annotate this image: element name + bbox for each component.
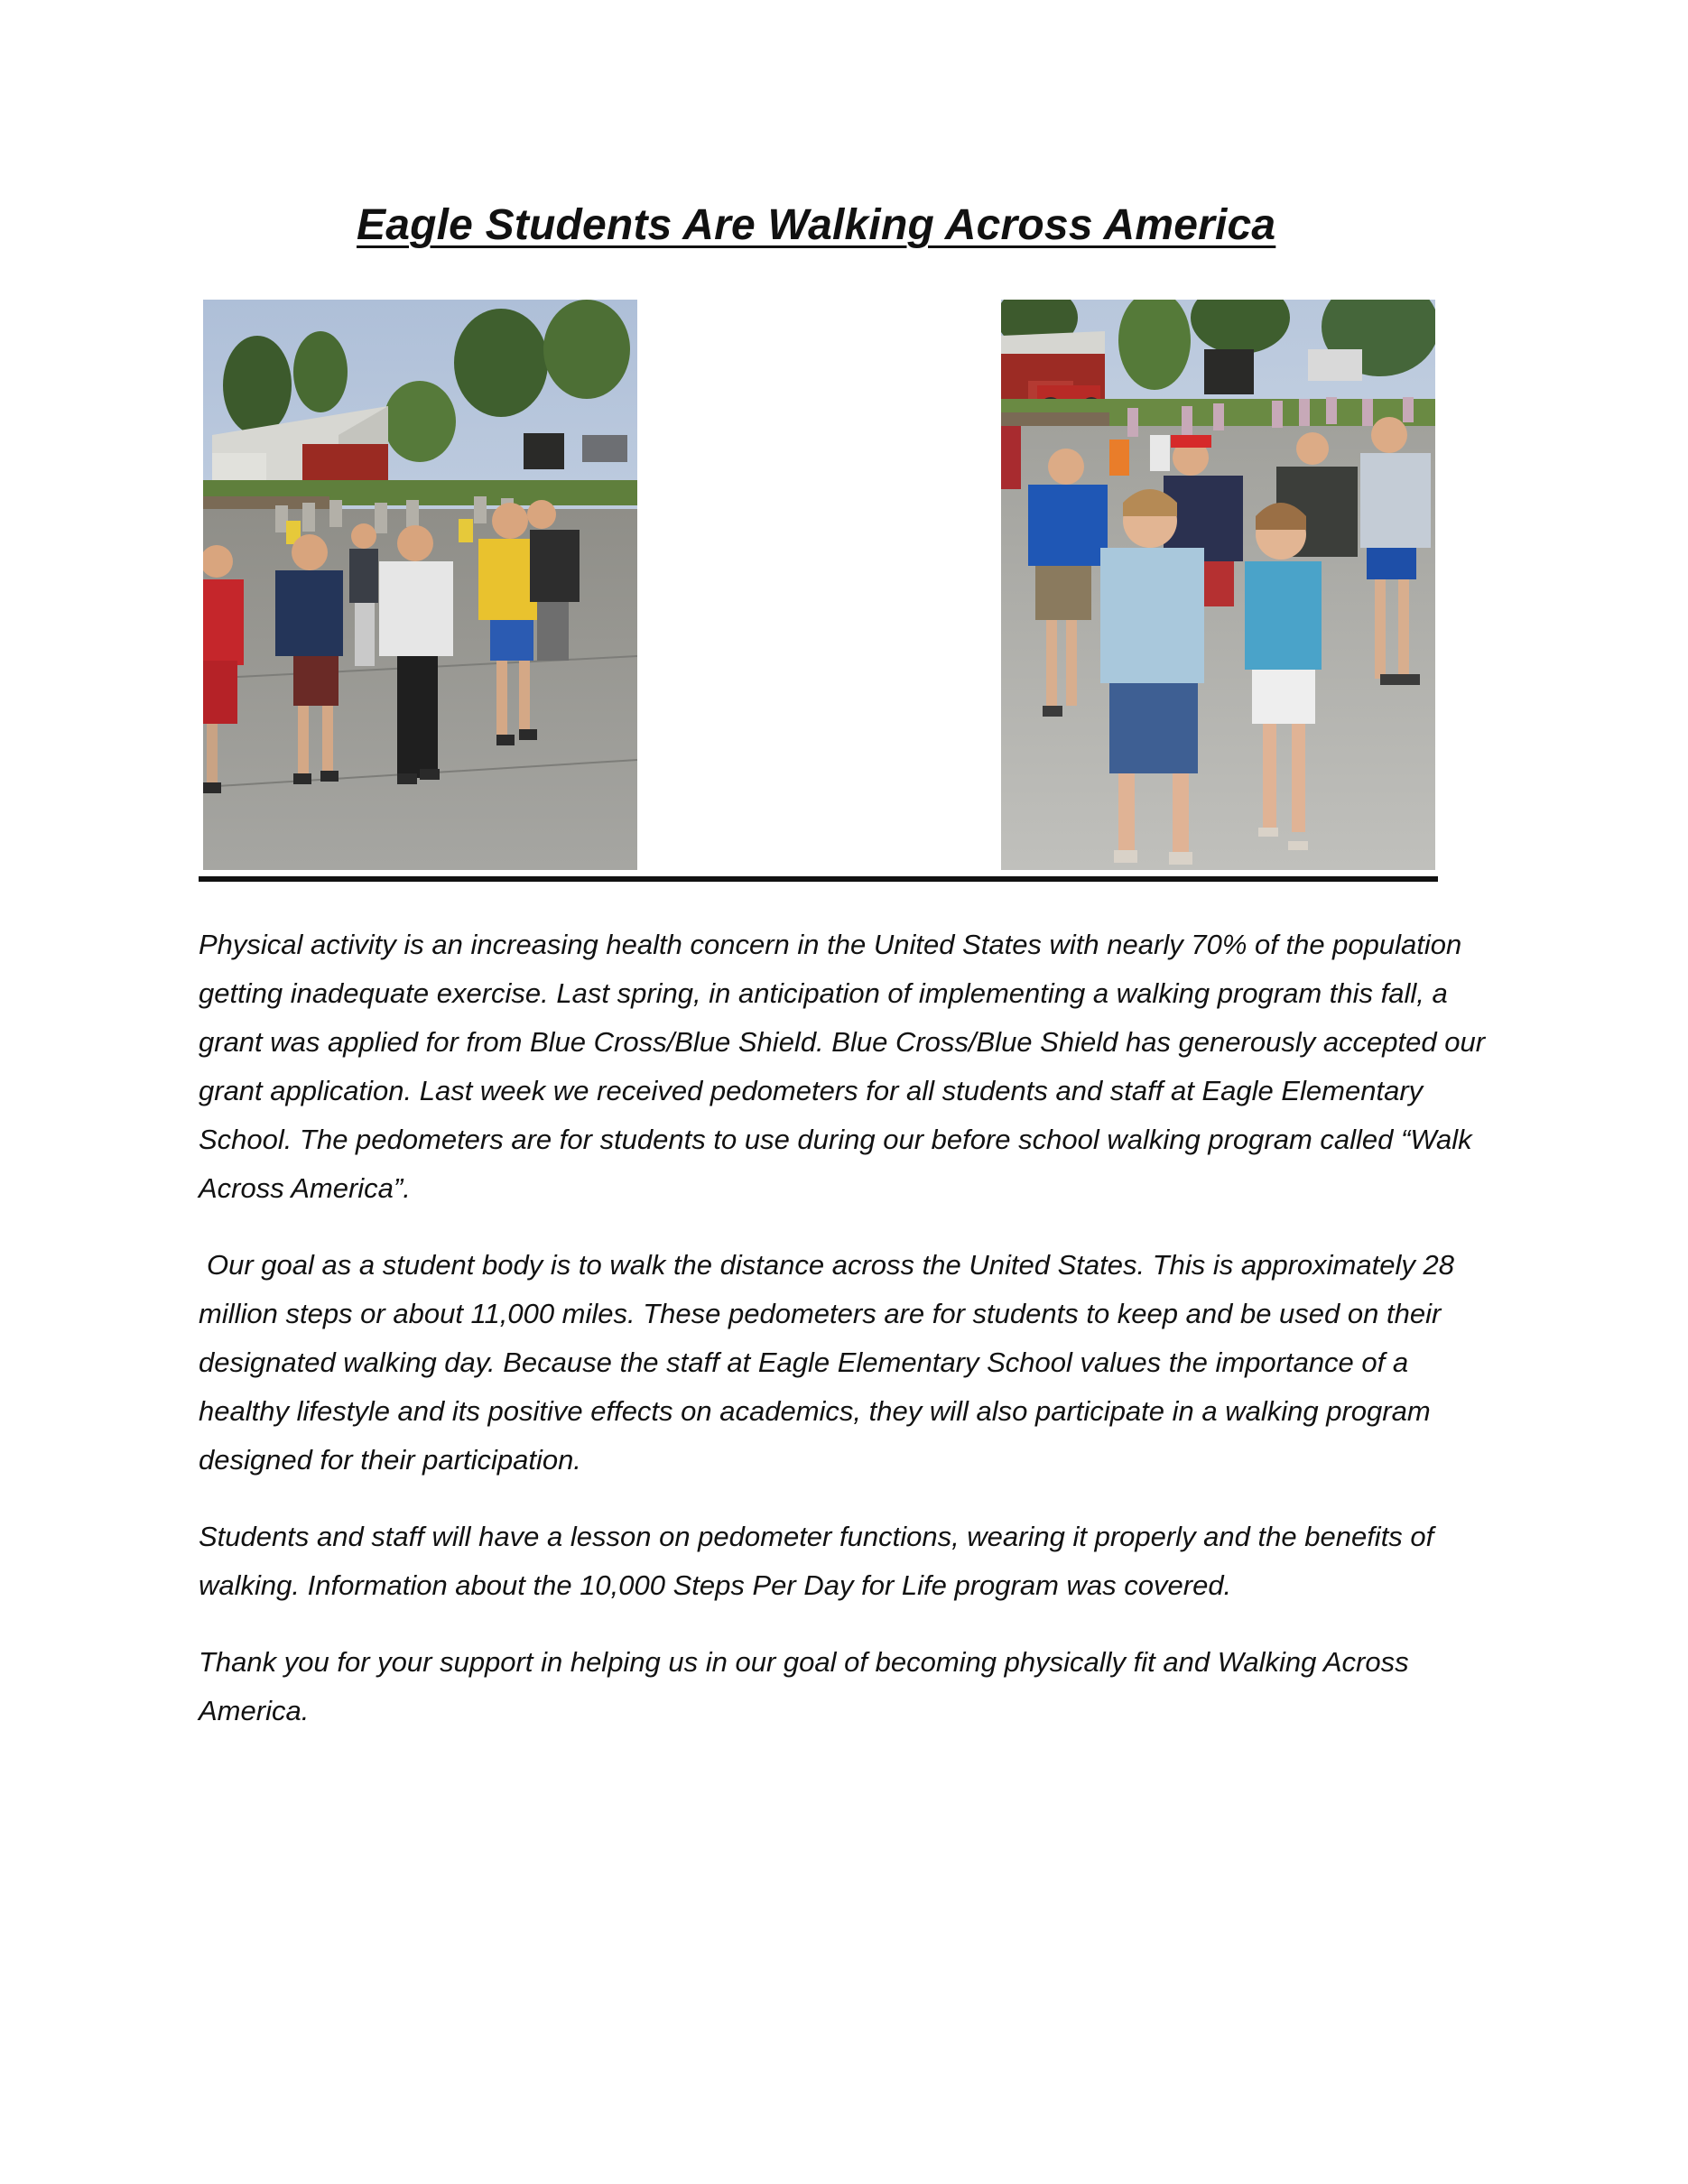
photo-left-image — [203, 300, 637, 870]
photo-right-image — [1001, 300, 1435, 870]
paragraph-3: Students and staff will have a lesson on pedometer functions, wearing it properly and the benefits of walking. Information about the 10,000 Steps Per Day for Life program was covered. — [199, 1521, 1434, 1601]
photo-students-walking-right — [1001, 300, 1435, 870]
horizontal-rule — [199, 876, 1438, 882]
paragraph-1: Physical activity is an increasing health concern in the United States with nearly 70% of the population getting inadequate exercise. Last spring, in anticipation of implementing a walking program this fall, a grant was applied for from Blue Cross/Blue Shield. Blue Cross/Blue Shield has generously accepted our grant application. Last week we received pedometers for all students and staff at Eagle Elementary School. The pedometers are for students to use during our before school walking program called “Walk Across America”. — [199, 929, 1486, 1204]
paragraph-4: Thank you for your support in helping us in our goal of becoming physically fit and Walking Across America. — [199, 1646, 1409, 1726]
photo-students-walking-left — [203, 300, 637, 870]
document-title: Eagle Students Are Walking Across America — [357, 201, 1276, 249]
article-body — [199, 921, 1498, 1763]
paragraph-2: Our goal as a student body is to walk the distance across the United States. This is approximately 28 million steps or about 11,000 miles. These pedometers are for students to keep and be used on their designated walking day. Because the staff at Eagle Elementary School values the importance of a healthy lifestyle and its positive effects on academics, they will also participate in a walking program designed for their participation. — [199, 1249, 1454, 1476]
